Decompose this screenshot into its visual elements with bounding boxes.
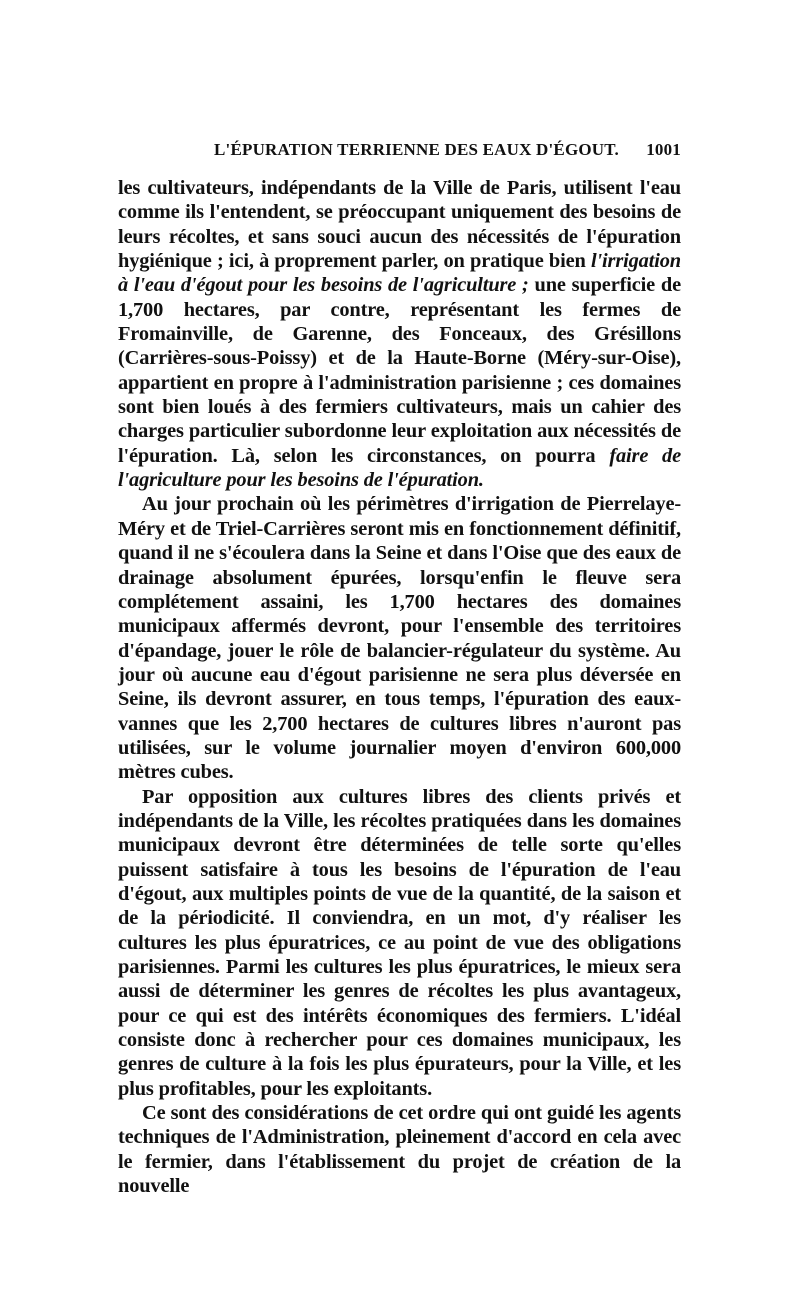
running-head-title: L'ÉPURATION TERRIENNE DES EAUX D'ÉGOUT. bbox=[214, 140, 620, 159]
text-segment: Au jour prochain où les périmètres d'irrigation de Pierrelaye-Méry et de Triel-Carrières seront mis en fonctionnement définitif, quand il ne s'écoulera dans la Seine et dans l'Oise que des eaux de drainage absolument épurées, lorsqu'enfin le fleuve sera complétement assaini, les 1,700 hectares des domaines municipaux affermés devront, pour l'ensemble des territoires d'épandage, jouer le rôle de balancier-régulateur du système. Au jour où aucune eau d'égout parisienne ne sera plus déversée en Seine, ils devront assurer, en tous temps, l'épuration des eaux-vannes que les 2,700 hectares de cultures libres n'auront pas utilisées, sur le volume journalier moyen d'environ 600,000 mètres cubes. bbox=[118, 493, 681, 784]
italic-text-segment: faire de l'agriculture pour les besoins de l'épuration. bbox=[118, 444, 681, 492]
page bbox=[118, 140, 681, 1198]
italic-text-segment: l'irrigation à l'eau d'égout pour les besoins de l'agriculture ; bbox=[118, 250, 681, 297]
body-text bbox=[118, 176, 681, 1198]
paragraph-4 bbox=[118, 1101, 681, 1198]
running-head bbox=[118, 140, 681, 176]
paragraph-1 bbox=[118, 176, 681, 492]
text-segment: Par opposition aux cultures libres des clients privés et indépendants de la Ville, les récoltes pratiquées dans les domaines municipaux devront être déterminées de telle sorte qu'elles puissent satisfaire à tous les besoins de l'épuration de l'eau d'égout, aux multiples points de vue de la quantité, de la saison et de la périodicité. Il conviendra, en un mot, d'y réaliser les cultures les plus épuratrices, ce au point de vue des obligations parisiennes. Parmi les cultures les plus épuratrices, le mieux sera aussi de déterminer les genres de récoltes les plus avantageux, pour ce qui est des intérêts économiques des fermiers. L'idéal consiste donc à rechercher pour ces domaines municipaux, les genres de culture à la fois les plus épurateurs, pour la Ville, et les plus profitables, pour les exploitants. bbox=[118, 785, 681, 1100]
text-segment: une superficie de 1,700 hectares, par contre, représentant les fermes de Fromainville, de Garenne, des Fonceaux, des Grésillons (Carrières-sous-Poissy) et de la Haute-Borne (Méry-sur-Oise), appartient en propre à l'administration parisienne ; ces domaines sont bien loués à des fermiers cultivateurs, mais un cahier des charges particulier subordonne leur exploitation aux nécessités de l'épuration. Là, selon les circonstances, on pourra bbox=[118, 274, 681, 467]
page-number: 1001 bbox=[646, 140, 681, 159]
text-segment: Ce sont des considérations de cet ordre qui ont guidé les agents techniques de l'Administration, pleinement d'accord en cela avec le fermier, dans l'établissement du projet de création de la nouvelle bbox=[118, 1102, 681, 1198]
text-segment: les cultivateurs, indépendants de la Ville de Paris, utilisent l'eau comme ils l'entendent, se préoccupant uniquement des besoins de leurs récoltes, et sans souci aucun des nécessités de l'épuration hygiénique ; ici, à proprement parler, on pratique bien bbox=[118, 177, 681, 273]
paragraph-3 bbox=[118, 785, 681, 1101]
paragraph-2 bbox=[118, 492, 681, 784]
